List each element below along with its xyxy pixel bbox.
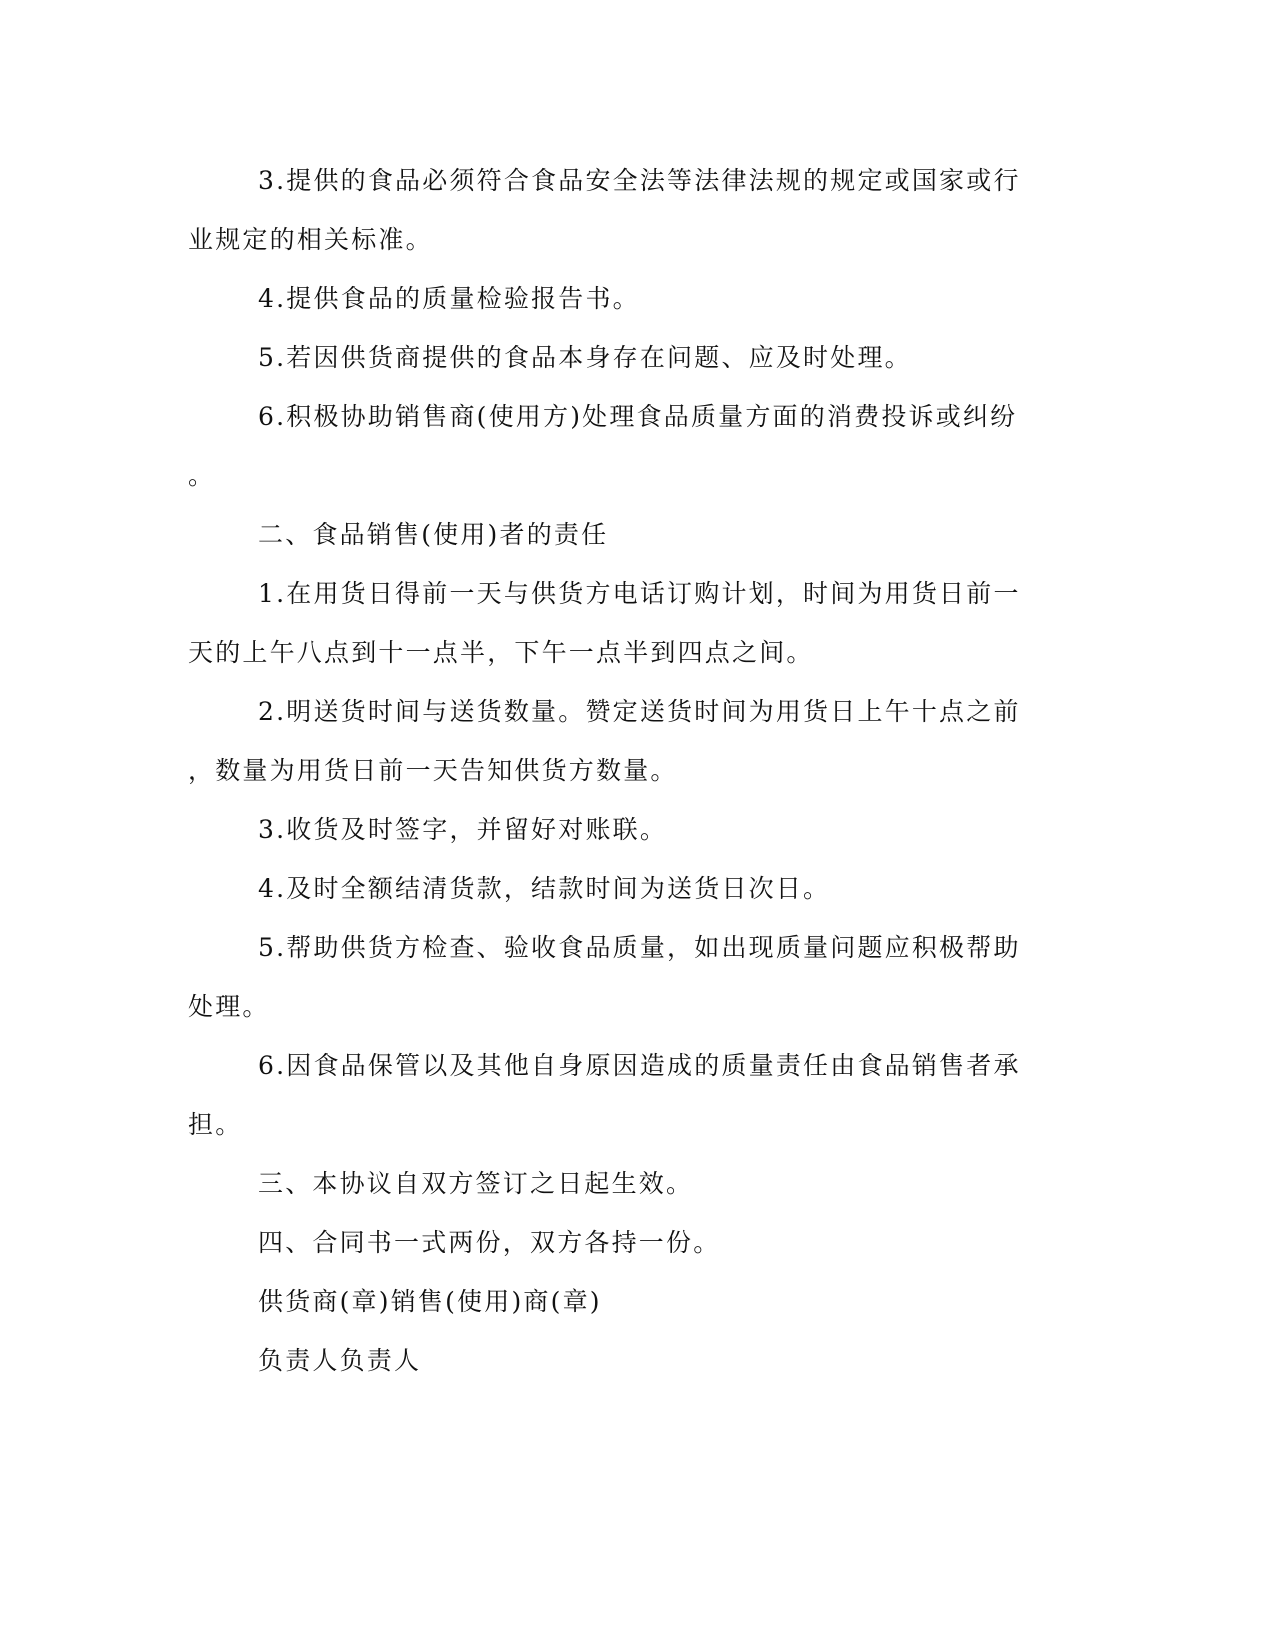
clause-seller-2-line-2: ，数量为用货日前一天告知供货方数量。 <box>188 756 678 785</box>
section-heading-seller-responsibility: 二、食品销售(使用)者的责任 <box>258 520 609 549</box>
clause-seller-2-line-1: 2.明送货时间与送货数量。赞定送货时间为用货日上午十点之前 <box>258 697 1021 726</box>
signature-responsible-persons-line: 负责人负责人 <box>258 1346 422 1375</box>
clause-supplier-6-line-2: 。 <box>188 461 216 490</box>
clause-seller-5-line-1: 5.帮助供货方检查、验收食品质量，如出现质量问题应积极帮助 <box>258 933 1021 962</box>
clause-seller-5-line-2: 处理。 <box>188 992 270 1021</box>
clause-seller-6-line-2: 担。 <box>188 1110 243 1139</box>
signature-seals-line: 供货商(章)销售(使用)商(章) <box>258 1287 602 1316</box>
clause-seller-1-line-1: 1.在用货日得前一天与供货方电话订购计划，时间为用货日前一 <box>258 579 1021 608</box>
clause-seller-4: 4.及时全额结清货款，结款时间为送货日次日。 <box>258 874 831 903</box>
clause-seller-1-line-2: 天的上午八点到十一点半，下午一点半到四点之间。 <box>188 638 814 667</box>
section-copies: 四、合同书一式两份，双方各持一份。 <box>258 1228 721 1257</box>
clause-seller-3: 3.收货及时签字，并留好对账联。 <box>258 815 668 844</box>
clause-supplier-3-line-1: 3.提供的食品必须符合食品安全法等法律法规的规定或国家或行 <box>258 166 1021 195</box>
clause-supplier-6-line-1: 6.积极协助销售商(使用方)处理食品质量方面的消费投诉或纠纷 <box>258 402 1018 431</box>
section-effective-date: 三、本协议自双方签订之日起生效。 <box>258 1169 694 1198</box>
clause-seller-6-line-1: 6.因食品保管以及其他自身原因造成的质量责任由食品销售者承 <box>258 1051 1021 1080</box>
clause-supplier-5: 5.若因供货商提供的食品本身存在问题、应及时处理。 <box>258 343 912 372</box>
clause-supplier-4: 4.提供食品的质量检验报告书。 <box>258 284 640 313</box>
clause-supplier-3-line-2: 业规定的相关标准。 <box>188 225 433 254</box>
